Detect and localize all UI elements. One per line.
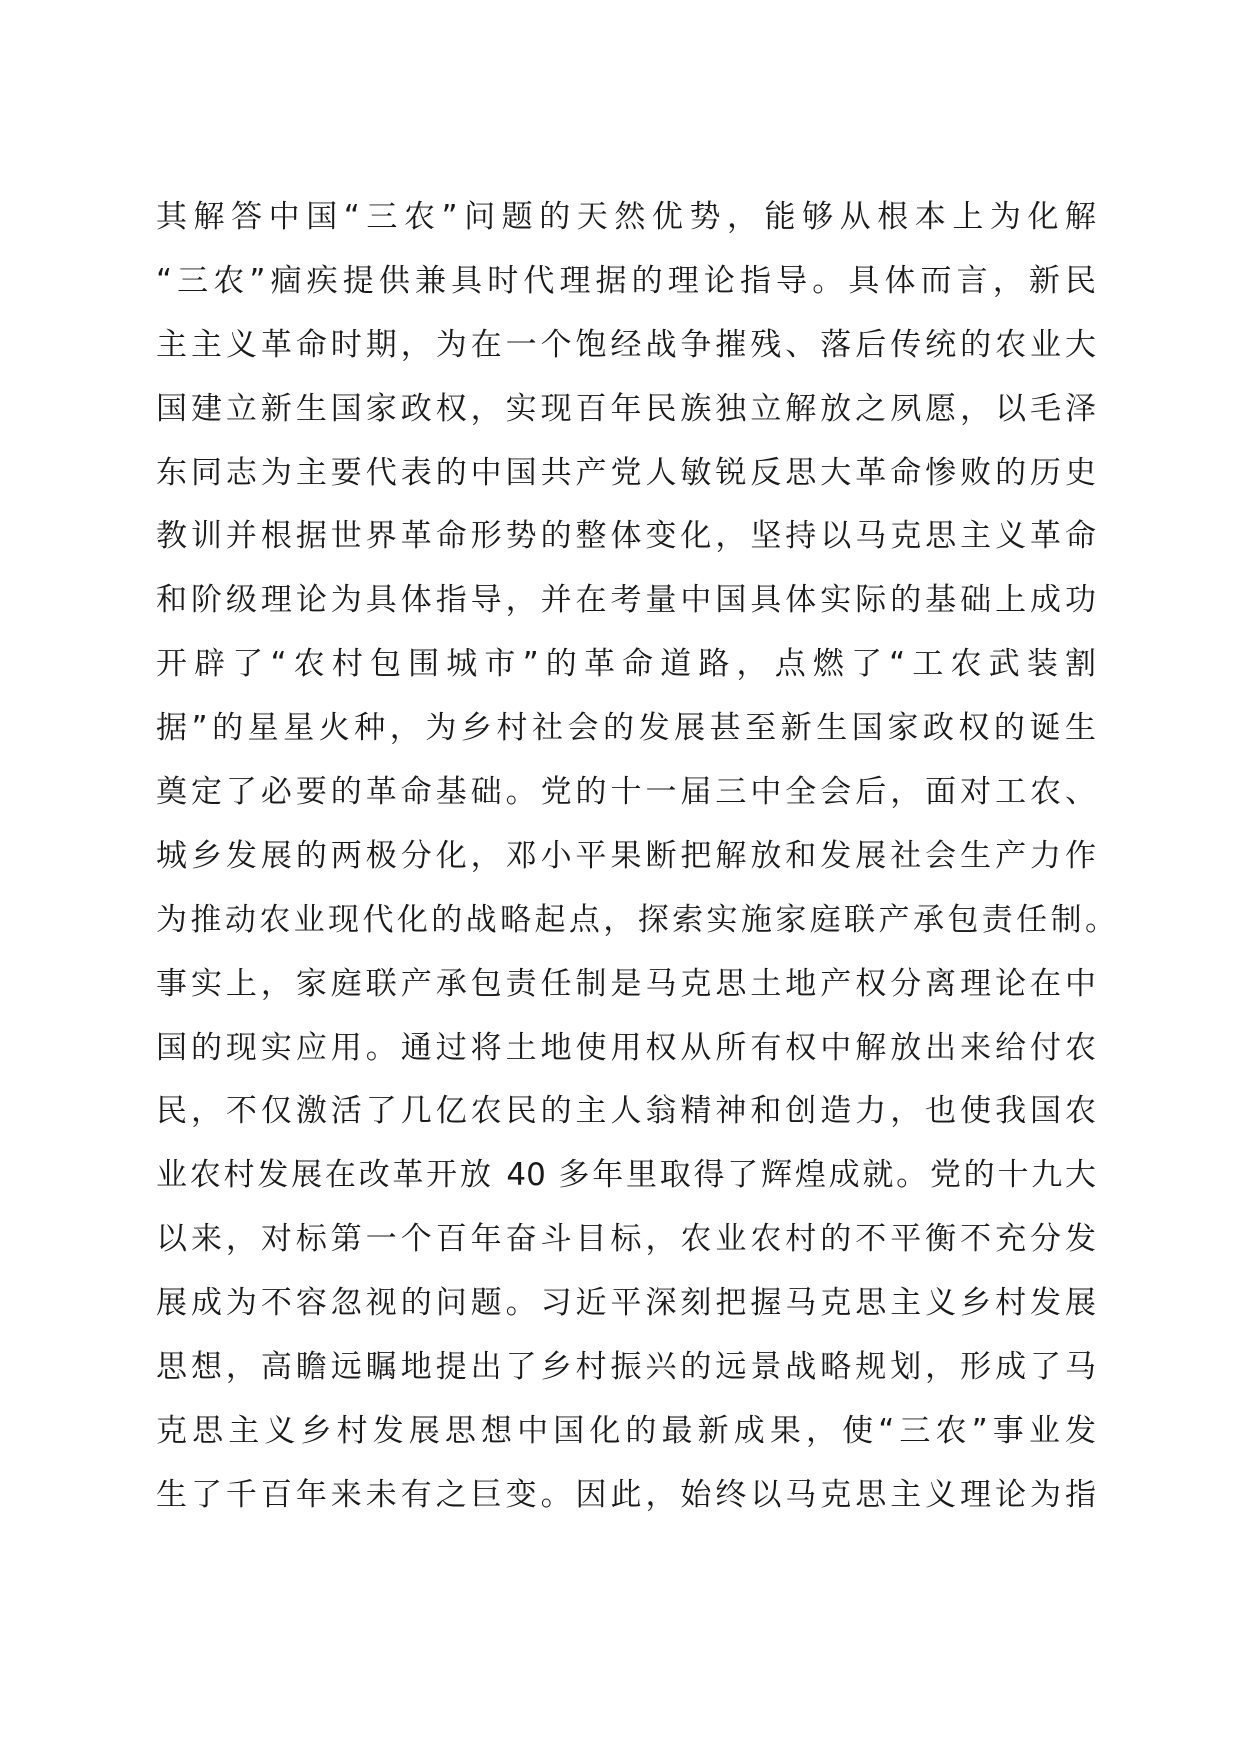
- text-line: 其解答中国“三农”问题的天然优势，能够从根本上为化解: [156, 199, 1096, 235]
- text-line: 民，不仅激活了几亿农民的主人翁精神和创造力，也使我国农: [156, 1093, 1096, 1130]
- text-line: 主主义革命时期，为在一个饱经战争摧残、落后传统的农业大: [156, 326, 1096, 363]
- text-line: 东同志为主要代表的中国共产党人敏锐反思大革命惨败的历史: [156, 454, 1096, 491]
- text-line: 国的现实应用。通过将土地使用权从所有权中解放出来给付农: [156, 1029, 1096, 1066]
- text-line: “三农”痼疾提供兼具时代理据的理论指导。具体而言，新民: [156, 262, 1096, 299]
- text-line: 克思主义乡村发展思想中国化的最新成果，使“三农”事业发: [156, 1412, 1096, 1449]
- text-line: 事实上，家庭联产承包责任制是马克思土地产权分离理论在中: [156, 965, 1096, 1002]
- text-line: 生了千百年来未有之巨变。因此，始终以马克思主义理论为指: [156, 1476, 1096, 1513]
- text-line: 以来，对标第一个百年奋斗目标，农业农村的不平衡不充分发: [156, 1221, 1096, 1258]
- text-line: 国建立新生国家政权，实现百年民族独立解放之夙愿，以毛泽: [156, 390, 1096, 427]
- text-line: 和阶级理论为具体指导，并在考量中国具体实际的基础上成功: [156, 582, 1096, 619]
- text-line: 奠定了必要的革命基础。党的十一届三中全会后，面对工农、: [156, 774, 1096, 811]
- text-line: 城乡发展的两极分化，邓小平果断把解放和发展社会生产力作: [156, 837, 1096, 874]
- text-line: 开辟了“农村包围城市”的革命道路，点燃了“工农武装割: [156, 646, 1096, 683]
- text-line: 据”的星星火种，为乡村社会的发展甚至新生国家政权的诞生: [156, 710, 1096, 747]
- text-line: 业农村发展在改革开放 40 多年里取得了辉煌成就。党的十九大: [156, 1157, 1096, 1194]
- body-paragraph: [156, 186, 1116, 1528]
- text-line: 展成为不容忽视的问题。习近平深刻把握马克思主义乡村发展: [156, 1285, 1096, 1322]
- text-line: 思想，高瞻远瞩地提出了乡村振兴的远景战略规划，形成了马: [156, 1349, 1096, 1386]
- text-line: 教训并根据世界革命形势的整体变化，坚持以马克思主义革命: [156, 518, 1096, 555]
- text-line: 为推动农业现代化的战略起点，探索实施家庭联产承包责任制。: [156, 901, 1116, 938]
